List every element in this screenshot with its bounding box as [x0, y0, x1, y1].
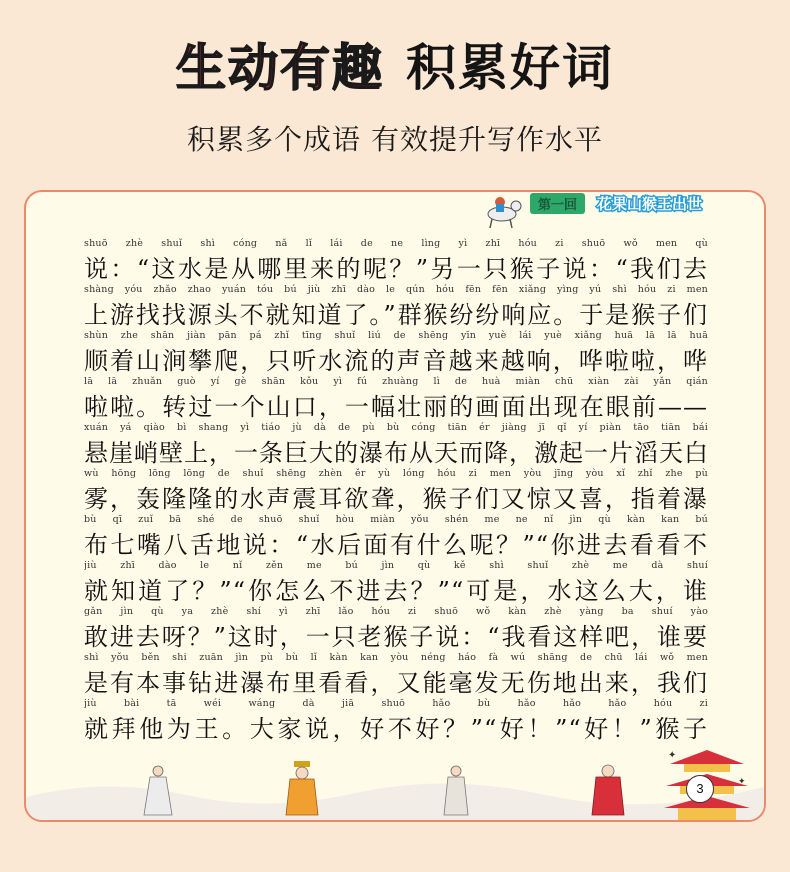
text-line	[84, 698, 708, 744]
pinyin-row: xuán yá qiào bì shang yì tiáo jù dà de pù bù cóng tiān ér jiàng jī qǐ yí piàn tāo tiān bái	[84, 422, 708, 433]
red-figure-icon	[592, 765, 624, 815]
headline-red: 生动有趣	[176, 39, 384, 97]
monkey-horse-illustration-icon	[472, 192, 532, 228]
chapter-header	[530, 192, 702, 214]
hanzi-row: 上游找找源头不就知道了。”群猴纷纷响应。于是猴子们	[84, 301, 708, 329]
text-line	[84, 560, 708, 606]
bottom-illustrations	[26, 757, 764, 822]
subtitle: 积累多个成语 有效提升写作水平	[187, 123, 603, 156]
text-line	[84, 330, 708, 376]
hanzi-row: 是有本事钻进瀑布里看看，又能毫发无伤地出来，我们	[84, 669, 708, 697]
chapter-title: 花果山猴王出世	[596, 194, 702, 213]
hanzi-row: 布七嘴八舌地说：“水后面有什么呢？”“你进去看看不	[84, 531, 708, 559]
pinyin-row: jiù bài tā wéi wáng dà jiā shuō hǎo bù hǎo hǎo hǎo hóu zi	[84, 698, 708, 709]
pinyin-row: shùn zhe shān jiàn pān pá zhǐ tīng shuǐ liú de shēng yīn yuè lái yuè xiǎng huā lā lā huā	[84, 330, 708, 341]
svg-text:✦: ✦	[668, 750, 677, 761]
hanzi-row: 悬崖峭壁上，一条巨大的瀑布从天而降，激起一片滔天白	[84, 439, 709, 467]
text-line	[84, 514, 708, 560]
pinyin-row: shàng yóu zhǎo zhao yuán tóu bú jiù zhī dào le qún hóu fēn fēn xiǎng yìng yú shì hóu zi men	[84, 284, 708, 295]
page-number: 3	[686, 775, 714, 803]
hanzi-row: 敢进去呀？”这时，一只老猴子说：“我看这样吧，谁要	[84, 623, 708, 651]
elder-figure-icon	[444, 766, 468, 815]
pinyin-row: shì yǒu běn shi zuān jìn pù bù lǐ kàn kan yòu néng háo fà wú shāng de chū lái wǒ men	[84, 652, 708, 663]
pinyin-row: wù hōng lōng lōng de shuǐ shēng zhèn ěr yù lóng hóu zi men yòu jīng yòu xǐ zhǐ zhe pù	[84, 468, 708, 479]
pinyin-row: bù qī zuǐ bā shé de shuō shuǐ hòu miàn yǒu shén me ne nǐ jìn qù kàn kan bú	[84, 514, 708, 525]
text-line	[84, 422, 708, 468]
sage-figure-icon	[144, 766, 172, 815]
text-line	[84, 468, 708, 514]
emperor-figure-icon	[286, 761, 318, 815]
text-line	[84, 376, 708, 422]
headline-black: 积累好词	[406, 39, 614, 97]
text-line	[84, 238, 708, 284]
hanzi-row: 说：“这水是从哪里来的呢？”另一只猴子说：“我们去	[84, 255, 708, 283]
pinyin-row: shuō zhè shuǐ shì cóng nǎ lǐ lái de ne lìng yì zhī hóu zi shuō wǒ men qù	[84, 238, 708, 249]
pinyin-row: gǎn jìn qù ya zhè shí yì zhī lǎo hóu zi shuō wǒ kàn zhè yàng ba shuí yào	[84, 606, 708, 617]
story-text	[84, 238, 708, 744]
hanzi-row: 就拜他为王。大家说，好不好？”“好！”“好！”猴子	[84, 715, 708, 743]
pinyin-row: jiù zhī dào le nǐ zěn me bú jìn qù kě shì shuǐ zhè me dà shuí	[84, 560, 708, 571]
hanzi-row: 雾，轰隆隆的水声震耳欲聋，猴子们又惊又喜，指着瀑	[84, 485, 708, 513]
pinyin-row: lā lā zhuǎn guò yí gè shān kǒu yì fú zhuàng lì de huà miàn chū xiàn zài yǎn qián	[84, 376, 708, 387]
hanzi-row: 顺着山涧攀爬，只听水流的声音越来越响，哗啦啦，哗	[84, 347, 708, 375]
text-line	[84, 284, 708, 330]
chapter-number: 第一回	[530, 193, 585, 214]
svg-text:✦: ✦	[738, 777, 746, 787]
hanzi-row: 就知道了？”“你怎么不进去？”“可是，水这么大，谁	[84, 577, 708, 605]
text-line	[84, 606, 708, 652]
headline	[0, 38, 790, 98]
hanzi-row: 啦啦。转过一个山口，一幅壮丽的画面出现在眼前——	[84, 393, 708, 421]
text-line	[84, 652, 708, 698]
